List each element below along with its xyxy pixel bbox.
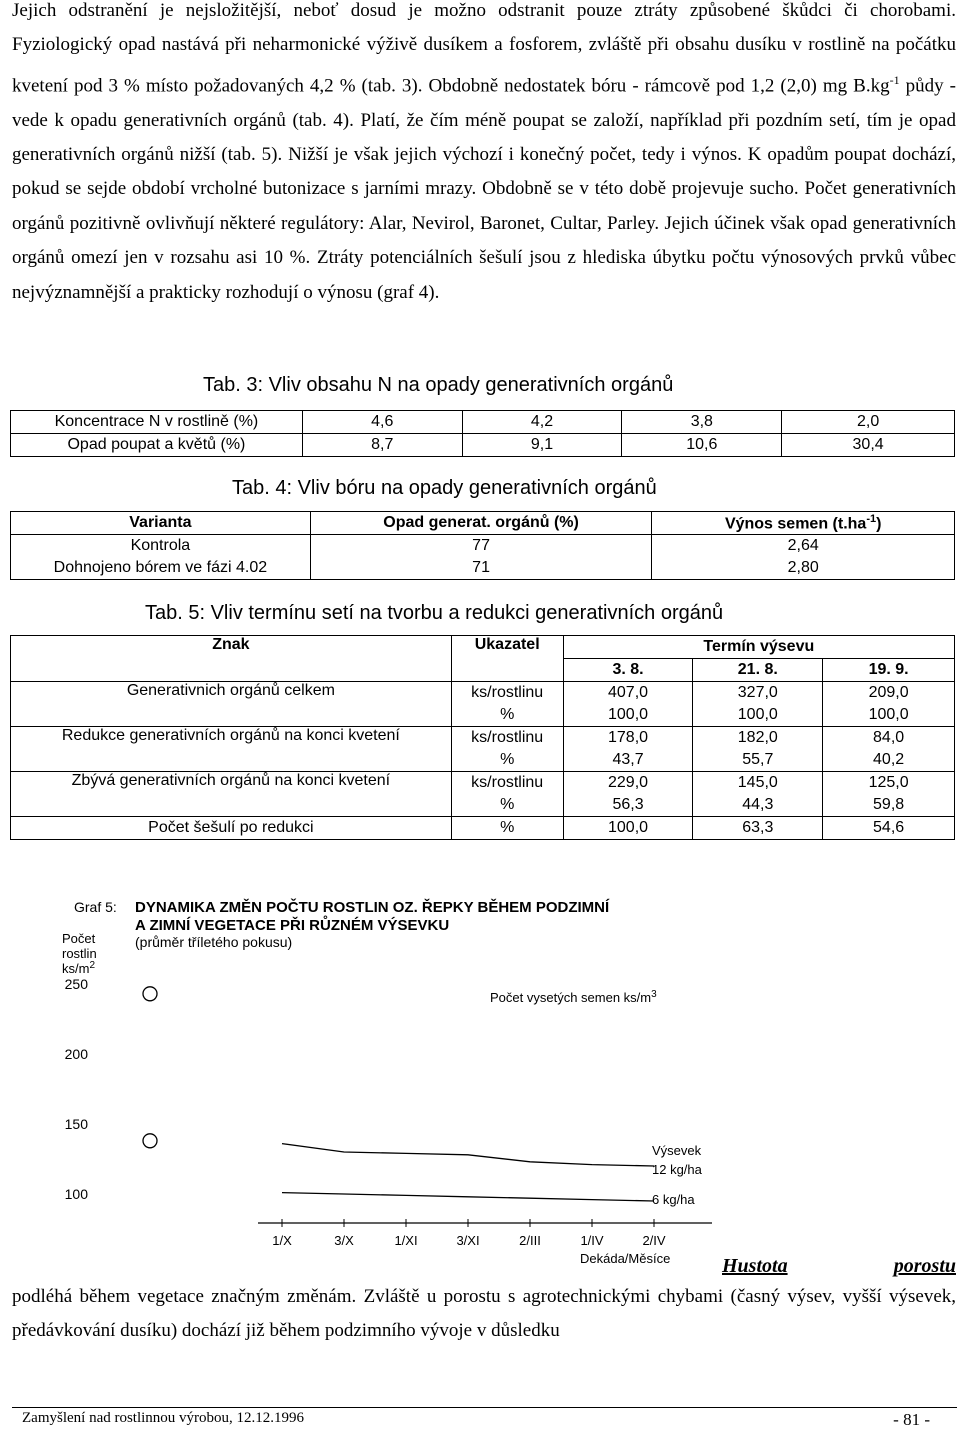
cell: 2,64 [652,535,955,558]
y-axis-label: Počet [62,931,96,946]
table-row [11,535,955,558]
x-tick-label: 3/X [334,1233,354,1248]
series-start-point [143,1134,157,1148]
cell: ks/rostlinu [451,727,563,750]
footer-divider [12,1407,957,1408]
tab4-table [10,511,955,580]
cell: 84,0 [823,727,955,750]
header-termin: Termín výsevu [563,636,954,659]
superscript: 2 [89,960,96,971]
header-text: Výnos semen (t.ha [724,515,867,533]
cell: 100,0 [693,704,823,727]
header-vynos [652,512,955,535]
cell: 59,8 [823,794,955,817]
cell: 8,7 [302,434,462,457]
superscript: 3 [651,989,657,1000]
y-tick-label: 200 [64,1046,88,1062]
cell: 55,7 [693,749,823,772]
y-tick-label: 150 [64,1116,88,1132]
graph-title-line1: DYNAMIKA ZMĚN POČTU ROSTLIN OZ. ŘEPKY BĚHEM PODZIMNÍ [135,899,610,916]
paragraph-text: Jejich odstranění je nejsložitější, neboť dosud je možno odstranit pouze ztráty způsobené škůdci či chorobami. Fyziologický opad nastává při neharmonické výživě dusíkem a fosforem, zvláště při obsahu dusíku v rostlině na počátku kvetení pod 3 % místo požadovaných 4,2 % (tab. 3). Obdobně nedostatek bóru - rámcově pod 1,2 (2,0) mg B.kg [12,0,956,97]
legend-6kg: 6 kg/ha [652,1192,695,1207]
cell: % [451,749,563,772]
x-axis-label: Dekáda/Měsíce [580,1251,671,1266]
cell: 125,0 [823,772,955,795]
y-axis-label-text: ks/m [62,961,90,976]
x-tick-label: 1/X [272,1233,292,1248]
table-row [11,434,955,457]
cell: 56,3 [563,794,693,817]
header-text: ) [876,515,882,533]
x-tick-label: 1/XI [394,1233,418,1248]
x-tick-label: 3/XI [456,1233,480,1248]
cell: 71 [310,557,652,580]
x-tick-label: 2/IV [642,1233,666,1248]
paragraph-text: půdy - vede k opadu generativních orgánů (tab. 4). Platí, že čím méně poupat se založí, například při pozdním setí, tím je opad generativních orgánů nižší (tab. 5). Nižší je však jejich výchozí i konečný počet, tedy i výnos. K opadům poupat dochází, pokud se sejde období vrcholné butonizace s jarními mrazy. Obdobně se v této době projevuje sucho. Počet generativních orgánů pozitivně ovlivňují některé regulátory: Alar, Nevirol, Baronet, Cultar, Parley. Jejich účinek však opad generativních orgánů omezí jen v rozsahu asi 10 %. Ztráty potenciálních šešulí jsou z hlediska úbytku počtu výnosových prvků vůbec nejvýznamnější a prakticky rozhodují o výnosu (graf 4). [12,75,957,303]
cell: 2,0 [782,411,955,434]
y-tick-labels [65,976,89,1202]
row-label: Generativnich orgánů celkem [11,682,452,727]
cell: 43,7 [563,749,693,772]
series-line [282,1144,654,1166]
cell: 145,0 [693,772,823,795]
superscript: -1 [866,512,877,525]
cell: 40,2 [823,749,955,772]
page-number: - 81 - [893,1410,930,1429]
cell: 407,0 [563,682,693,705]
graph-subtitle: (průměr tříletého pokusu) [135,934,293,950]
heading-hustota: Hustota [722,1255,788,1277]
cell: 182,0 [693,727,823,750]
series-start-point [143,987,157,1001]
cell: 9,1 [462,434,622,457]
cell: 100,0 [563,817,693,840]
cell: 77 [310,535,652,558]
cell: 63,3 [693,817,823,840]
cell: 229,0 [563,772,693,795]
cell: 10,6 [622,434,782,457]
tab4-caption: Tab. 4: Vliv bóru na opady generativních orgánů [232,477,657,499]
cell: 178,0 [563,727,693,750]
series-lines [143,987,654,1201]
row-label: Koncentrace N v rostlině (%) [11,411,303,434]
table-header-row [11,636,955,659]
paragraph-text: podléhá během vegetace značným změnám. Zvláště u porostu s agrotechnickými chybami (časný výsev, vyšší výsevek, předávkování dusíku) dochází již během podzimního vývoje v důsledku [12,1286,956,1341]
table-row [11,411,955,434]
cell: 209,0 [823,682,955,705]
cell: 54,6 [823,817,955,840]
legend-title-text: Počet vysetých semen ks/m [490,990,652,1005]
header-opad: Opad generat. orgánů (%) [310,512,652,535]
table-header-row [11,512,955,535]
cell: % [451,704,563,727]
header-date: 21. 8. [693,659,823,682]
header-ukazatel: Ukazatel [451,636,563,682]
cell: % [451,794,563,817]
table-row [11,682,955,705]
heading-porostu: porostu [893,1255,956,1277]
x-tick-label: 2/III [519,1233,541,1248]
header-znak: Znak [11,636,452,682]
cell: 44,3 [693,794,823,817]
superscript: -1 [889,72,900,87]
table-row [11,817,955,840]
footer-source: Zamyšlení nad rostlinnou výrobou, 12.12.1996 [22,1410,305,1426]
x-tick-label: 1/IV [580,1233,604,1248]
y-tick-label: 250 [64,976,88,992]
header-varianta: Varianta [11,512,311,535]
cell: 4,2 [462,411,622,434]
cell: 100,0 [823,704,955,727]
cell: ks/rostlinu [451,682,563,705]
row-label: Počet šešulí po redukci [11,817,452,840]
row-label: Zbývá generativních orgánů na konci kvetení [11,772,452,817]
table-row [11,727,955,750]
graph-5-chart [0,890,960,1270]
paragraph-intro [12,0,956,310]
header-date: 3. 8. [563,659,693,682]
tab5-caption: Tab. 5: Vliv termínu setí na tvorbu a redukci generativních orgánů [145,602,724,624]
cell: 30,4 [782,434,955,457]
cell: ks/rostlinu [451,772,563,795]
tab5-table [10,635,955,840]
table-row [11,772,955,795]
legend-12kg: 12 kg/ha [652,1162,702,1177]
legend-title [490,989,657,1005]
legend-vysevek: Výsevek [652,1143,702,1158]
cell: 2,80 [652,557,955,580]
cell: 3,8 [622,411,782,434]
row-label: Dohnojeno bórem ve fázi 4.02 [11,557,311,580]
y-axis-label: rostlin [62,946,97,961]
table-row [11,557,955,580]
header-date: 19. 9. [823,659,955,682]
tab3-table [10,410,955,457]
y-tick-label: 100 [64,1186,88,1202]
y-axis-label [62,960,95,976]
cell: 327,0 [693,682,823,705]
graph-label: Graf 5: [74,899,117,915]
cell: % [451,817,563,840]
graph-title-line2: A ZIMNÍ VEGETACE PŘI RŮZNÉM VÝSEVKU [135,917,450,934]
tab3-caption: Tab. 3: Vliv obsahu N na opady generativních orgánů [203,374,674,396]
row-label: Opad poupat a květů (%) [11,434,303,457]
row-label: Kontrola [11,535,311,558]
cell: 100,0 [563,704,693,727]
series-line [282,1193,654,1201]
cell: 4,6 [302,411,462,434]
row-label: Redukce generativních orgánů na konci kvetení [11,727,452,772]
